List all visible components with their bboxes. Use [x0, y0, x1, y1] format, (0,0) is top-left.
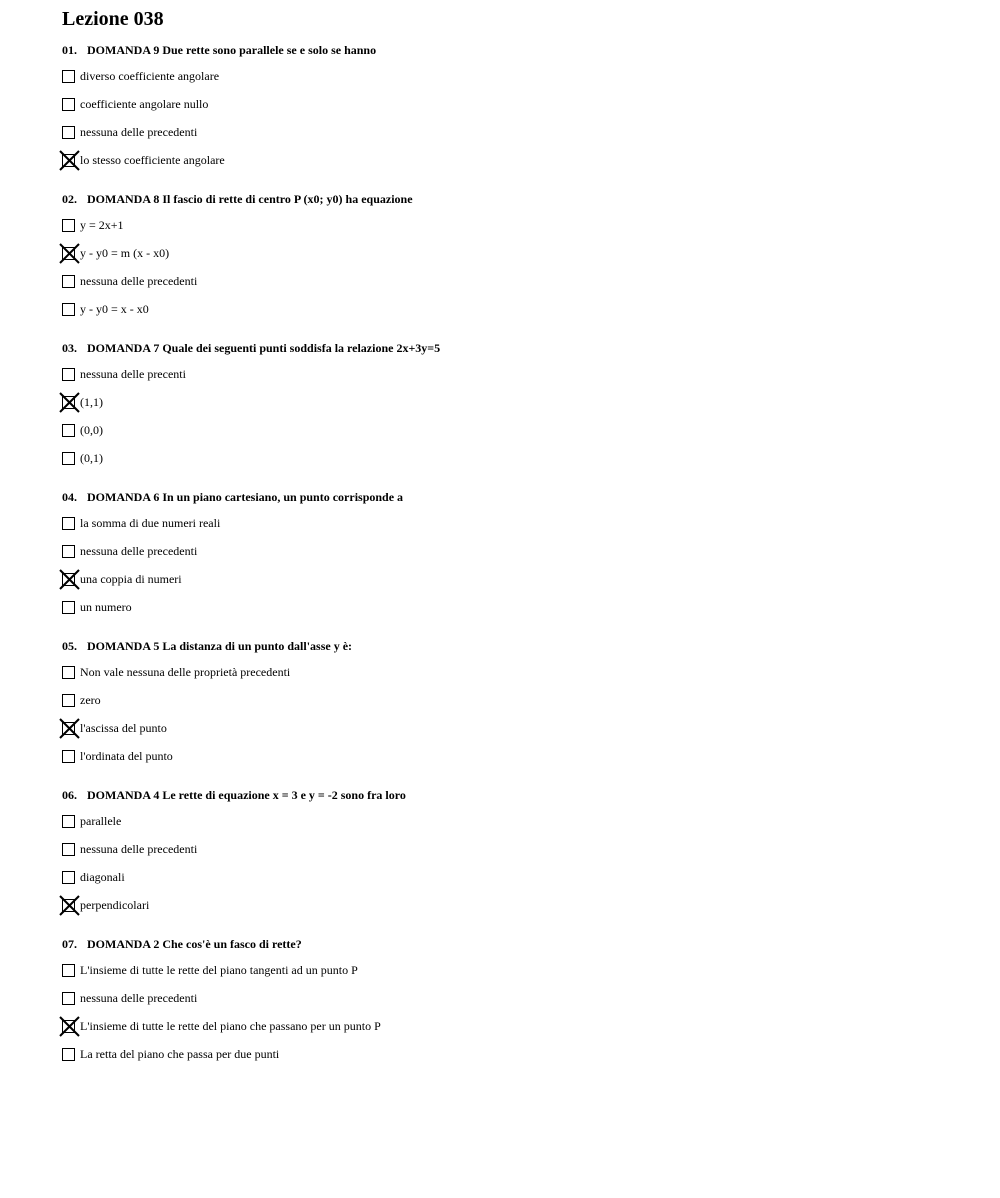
option-label: y = 2x+1 — [80, 218, 124, 232]
question-prompt: DOMANDA 2 Che cos'è un fasco di rette? — [87, 937, 302, 951]
question — [62, 937, 962, 1062]
answer-option[interactable] — [62, 517, 962, 545]
answer-option[interactable] — [62, 303, 962, 317]
question-text — [62, 490, 962, 504]
question-number: 03. — [62, 341, 77, 355]
checkbox[interactable] — [62, 368, 75, 381]
option-label: l'ordinata del punto — [80, 749, 173, 763]
question-prompt: DOMANDA 7 Quale dei seguenti punti soddisfa la relazione 2x+3y=5 — [87, 341, 441, 355]
question-text — [62, 43, 962, 57]
answer-option[interactable] — [62, 154, 962, 168]
answer-option[interactable] — [62, 219, 962, 247]
question-prompt: DOMANDA 5 La distanza di un punto dall'asse y è: — [87, 639, 353, 653]
checkbox[interactable] — [62, 545, 75, 558]
question-text — [62, 937, 962, 951]
question-text — [62, 192, 962, 206]
option-label: lo stesso coefficiente angolare — [80, 153, 225, 167]
answer-option[interactable] — [62, 545, 962, 573]
answer-option[interactable] — [62, 573, 962, 601]
checkbox[interactable] — [62, 275, 75, 288]
option-label: nessuna delle precedenti — [80, 544, 198, 558]
answer-option[interactable] — [62, 843, 962, 871]
question — [62, 490, 962, 615]
lesson-title: Lezione 038 — [62, 8, 164, 30]
answer-option[interactable] — [62, 666, 962, 694]
option-label: nessuna delle precedenti — [80, 842, 198, 856]
checkbox[interactable] — [62, 452, 75, 465]
option-label: L'insieme di tutte le rette del piano che passano per un punto P — [80, 1019, 381, 1033]
question-prompt: DOMANDA 6 In un piano cartesiano, un punto corrisponde a — [87, 490, 404, 504]
option-label: un numero — [80, 600, 132, 614]
question-number: 02. — [62, 192, 77, 206]
question-number: 06. — [62, 788, 77, 802]
checkbox[interactable] — [62, 815, 75, 828]
checkbox-checked[interactable] — [62, 1020, 75, 1033]
document — [62, 0, 962, 1062]
question-text — [62, 788, 962, 802]
checkbox[interactable] — [62, 601, 75, 614]
option-label: y - y0 = x - x0 — [80, 302, 149, 316]
answer-option[interactable] — [62, 126, 962, 154]
checkbox[interactable] — [62, 694, 75, 707]
question-list — [62, 43, 962, 1062]
option-label: parallele — [80, 814, 122, 828]
checkbox[interactable] — [62, 70, 75, 83]
option-label: nessuna delle precenti — [80, 367, 186, 381]
option-label: l'ascissa del punto — [80, 721, 167, 735]
answer-option[interactable] — [62, 1020, 962, 1048]
checkbox[interactable] — [62, 992, 75, 1005]
option-label: la somma di due numeri reali — [80, 516, 221, 530]
option-label: (0,1) — [80, 451, 103, 465]
answer-option[interactable] — [62, 368, 962, 396]
checkbox-checked[interactable] — [62, 573, 75, 586]
answer-option[interactable] — [62, 452, 962, 466]
question-number: 05. — [62, 639, 77, 653]
answer-option[interactable] — [62, 871, 962, 899]
checkbox[interactable] — [62, 871, 75, 884]
answer-option[interactable] — [62, 1048, 962, 1062]
answer-option[interactable] — [62, 964, 962, 992]
question-text — [62, 341, 962, 355]
answer-option[interactable] — [62, 694, 962, 722]
option-label: nessuna delle precedenti — [80, 991, 198, 1005]
checkbox-checked[interactable] — [62, 396, 75, 409]
checkbox-checked[interactable] — [62, 154, 75, 167]
option-label: una coppia di numeri — [80, 572, 182, 586]
question — [62, 788, 962, 913]
option-label: (0,0) — [80, 423, 103, 437]
option-label: zero — [80, 693, 101, 707]
question — [62, 341, 962, 466]
question — [62, 192, 962, 317]
answer-option[interactable] — [62, 750, 962, 764]
answer-option[interactable] — [62, 424, 962, 452]
checkbox[interactable] — [62, 219, 75, 232]
answer-option[interactable] — [62, 899, 962, 913]
answer-option[interactable] — [62, 275, 962, 303]
checkbox[interactable] — [62, 666, 75, 679]
option-label: (1,1) — [80, 395, 103, 409]
option-label: perpendicolari — [80, 898, 150, 912]
question — [62, 43, 962, 168]
answer-option[interactable] — [62, 992, 962, 1020]
answer-option[interactable] — [62, 396, 962, 424]
answer-option[interactable] — [62, 70, 962, 98]
checkbox-checked[interactable] — [62, 722, 75, 735]
question-number: 04. — [62, 490, 77, 504]
checkbox[interactable] — [62, 843, 75, 856]
checkbox[interactable] — [62, 424, 75, 437]
checkbox[interactable] — [62, 98, 75, 111]
answer-option[interactable] — [62, 601, 962, 615]
question — [62, 639, 962, 764]
question-prompt: DOMANDA 4 Le rette di equazione x = 3 e y = -2 sono fra loro — [87, 788, 406, 802]
checkbox-checked[interactable] — [62, 899, 75, 912]
checkbox[interactable] — [62, 303, 75, 316]
option-label: L'insieme di tutte le rette del piano tangenti ad un punto P — [80, 963, 358, 977]
checkbox-checked[interactable] — [62, 247, 75, 260]
question-prompt: DOMANDA 9 Due rette sono parallele se e solo se hanno — [87, 43, 377, 57]
question-prompt: DOMANDA 8 Il fascio di rette di centro P (x0; y0) ha equazione — [87, 192, 413, 206]
option-label: nessuna delle precedenti — [80, 274, 198, 288]
question-number: 07. — [62, 937, 77, 951]
answer-option[interactable] — [62, 247, 962, 275]
answer-option[interactable] — [62, 722, 962, 750]
checkbox[interactable] — [62, 126, 75, 139]
option-label: diagonali — [80, 870, 125, 884]
question-number: 01. — [62, 43, 77, 57]
question-text — [62, 639, 962, 653]
option-label: Non vale nessuna delle proprietà precedenti — [80, 665, 291, 679]
checkbox[interactable] — [62, 750, 75, 763]
option-label: y - y0 = m (x - x0) — [80, 246, 170, 260]
checkbox[interactable] — [62, 964, 75, 977]
answer-option[interactable] — [62, 98, 962, 126]
checkbox[interactable] — [62, 517, 75, 530]
checkbox[interactable] — [62, 1048, 75, 1061]
answer-option[interactable] — [62, 815, 962, 843]
option-label: nessuna delle precedenti — [80, 125, 198, 139]
option-label: La retta del piano che passa per due punti — [80, 1047, 280, 1061]
option-label: coefficiente angolare nullo — [80, 97, 209, 111]
option-label: diverso coefficiente angolare — [80, 69, 220, 83]
